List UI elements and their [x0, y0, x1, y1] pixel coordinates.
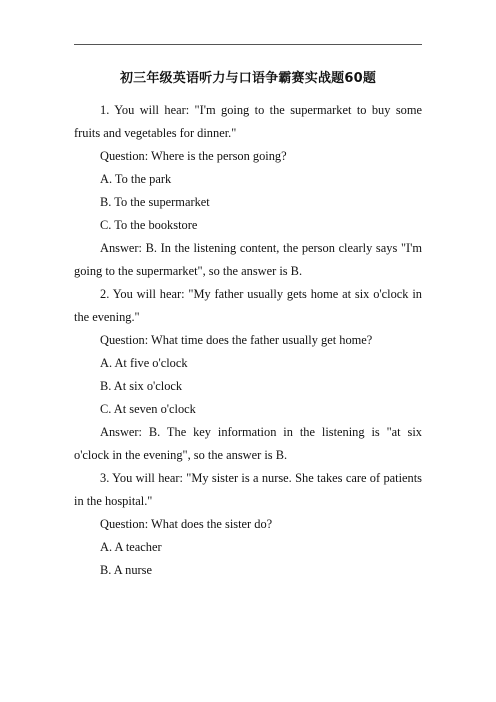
question-2-prompt: 2. You will hear: "My father usually gets home at six o'clock in the evening.": [74, 287, 422, 324]
question-3-option-b: B. A nurse: [100, 563, 152, 577]
question-3-option-a: A. A teacher: [100, 540, 162, 554]
question-2-option-b: B. At six o'clock: [100, 379, 183, 393]
document-title: 初三年级英语听力与口语争霸赛实战题60题: [119, 71, 377, 86]
question-2-answer: Answer: B. The key information in the listening is "at six o'clock in the evening", so the answer is B.: [74, 425, 422, 462]
question-2-option-c: C. At seven o'clock: [100, 402, 196, 416]
document-body: [74, 99, 422, 582]
question-1-option-a: A. To the park: [100, 172, 172, 186]
question-3-question: Question: What does the sister do?: [100, 517, 273, 531]
header-rule: [74, 44, 422, 45]
question-1-answer: Answer: B. In the listening content, the person clearly says "I'm going to the supermarket", so the answer is B.: [74, 241, 422, 278]
question-1-prompt: 1. You will hear: "I'm going to the supermarket to buy some fruits and vegetables for dinner.": [74, 103, 422, 140]
question-1-question: Question: Where is the person going?: [100, 149, 287, 163]
question-2-option-a: A. At five o'clock: [100, 356, 188, 370]
question-1-option-c: C. To the bookstore: [100, 218, 198, 232]
question-2-question: Question: What time does the father usually get home?: [100, 333, 373, 347]
question-1-option-b: B. To the supermarket: [100, 195, 210, 209]
question-3-prompt: 3. You will hear: "My sister is a nurse. She takes care of patients in the hospital.": [74, 471, 422, 508]
